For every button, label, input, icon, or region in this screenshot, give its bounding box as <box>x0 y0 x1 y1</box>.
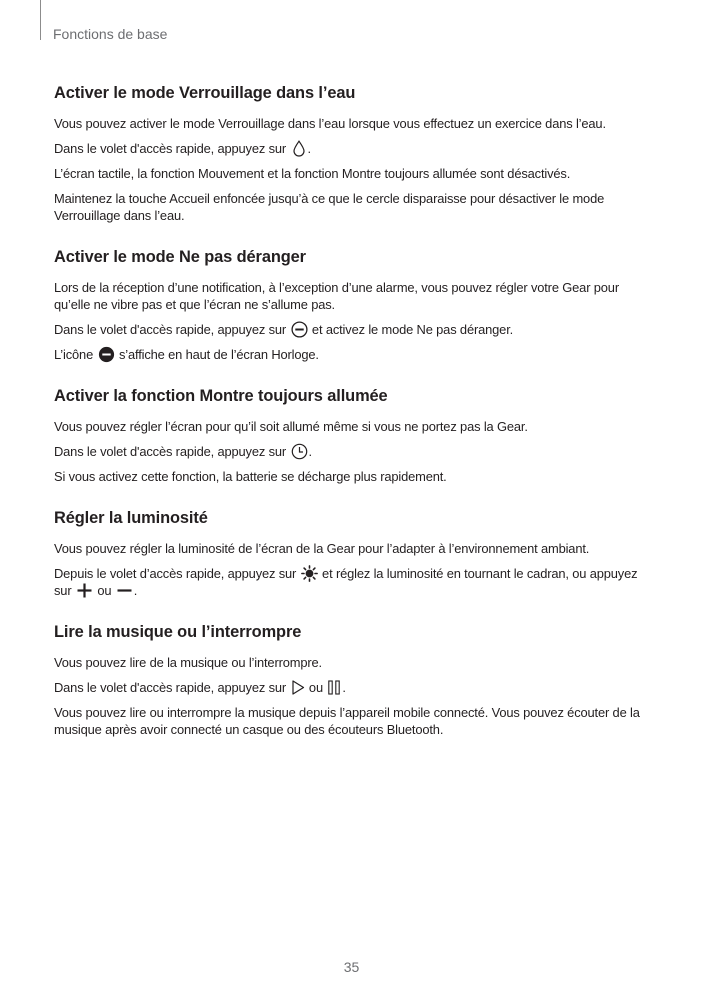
section-title: Activer le mode Ne pas déranger <box>54 248 306 266</box>
text: Dans le volet d'accès rapide, appuyez sur <box>54 322 290 337</box>
section-title: Activer le mode Verrouillage dans l’eau <box>54 84 356 102</box>
brightness-icon <box>301 565 318 582</box>
section-title: Régler la luminosité <box>54 509 208 527</box>
do-not-disturb-filled-icon <box>98 346 115 363</box>
text: . <box>342 680 346 695</box>
page-number: 35 <box>343 959 360 975</box>
text: L’icône <box>54 347 97 362</box>
do-not-disturb-icon <box>291 321 308 338</box>
text: ou <box>93 583 115 598</box>
section-brightness <box>54 507 654 599</box>
running-header: Fonctions de base <box>53 26 168 42</box>
paragraph <box>54 346 654 363</box>
paragraph <box>54 140 654 157</box>
paragraph <box>54 443 654 460</box>
section-title: Activer la fonction Montre toujours allumée <box>54 387 388 405</box>
paragraph <box>54 321 654 338</box>
text: s’affiche en haut de l’écran Horloge. <box>115 347 319 362</box>
pause-icon <box>327 679 341 696</box>
paragraph: Maintenez la touche Accueil enfoncée jusqu’à ce que le cercle disparaisse pour désactiver le mode Verrouillage dans l’eau. <box>54 191 605 223</box>
paragraph <box>54 679 654 696</box>
text: et réglez la luminosité en tournant le cadran, ou appuyez sur <box>54 566 638 598</box>
text: Dans le volet d'accès rapide, appuyez sur <box>54 680 290 695</box>
text: . <box>133 583 138 598</box>
play-icon <box>291 679 305 696</box>
text: . <box>308 444 312 459</box>
section-always-on <box>54 385 654 485</box>
plus-icon <box>76 582 93 599</box>
paragraph: Vous pouvez lire de la musique ou l’interrompre. <box>54 655 322 670</box>
paragraph: Vous pouvez activer le mode Verrouillage dans l’eau lorsque vous effectuez un exercice dans l’eau. <box>54 116 606 131</box>
text: Dans le volet d'accès rapide, appuyez sur <box>54 444 290 459</box>
paragraph <box>54 565 654 599</box>
text: Depuis le volet d’accès rapide, appuyez sur <box>54 566 300 581</box>
paragraph: Vous pouvez régler la luminosité de l’écran de la Gear pour l’adapter à l’environnement ambiant. <box>54 541 590 556</box>
paragraph: Lors de la réception d’une notification, à l’exception d’une alarme, vous pouvez régler votre Gear pour qu’elle ne vibre pas et que l’écran ne s’allume pas. <box>54 280 619 312</box>
text: . <box>307 141 311 156</box>
section-music <box>54 621 654 738</box>
paragraph: Si vous activez cette fonction, la batterie se décharge plus rapidement. <box>54 469 447 484</box>
text: Dans le volet d'accès rapide, appuyez sur <box>54 141 290 156</box>
section-title: Lire la musique ou l’interrompre <box>54 623 302 641</box>
minus-icon <box>116 582 133 599</box>
header-rule <box>40 0 41 40</box>
section-water-lock <box>54 82 654 224</box>
page-content <box>54 82 654 760</box>
paragraph: Vous pouvez lire ou interrompre la musique depuis l’appareil mobile connecté. Vous pouvez écouter de la musique après avoir connecté un casque ou des écouteurs Bluetooth. <box>54 705 640 737</box>
text: ou <box>305 680 327 695</box>
section-do-not-disturb <box>54 246 654 363</box>
clock-icon <box>291 443 308 460</box>
water-drop-icon <box>291 140 307 157</box>
paragraph: L’écran tactile, la fonction Mouvement et la fonction Montre toujours allumée sont désactivés. <box>54 166 571 181</box>
paragraph: Vous pouvez régler l’écran pour qu’il soit allumé même si vous ne portez pas la Gear. <box>54 419 528 434</box>
text: et activez le mode Ne pas déranger. <box>308 322 514 337</box>
